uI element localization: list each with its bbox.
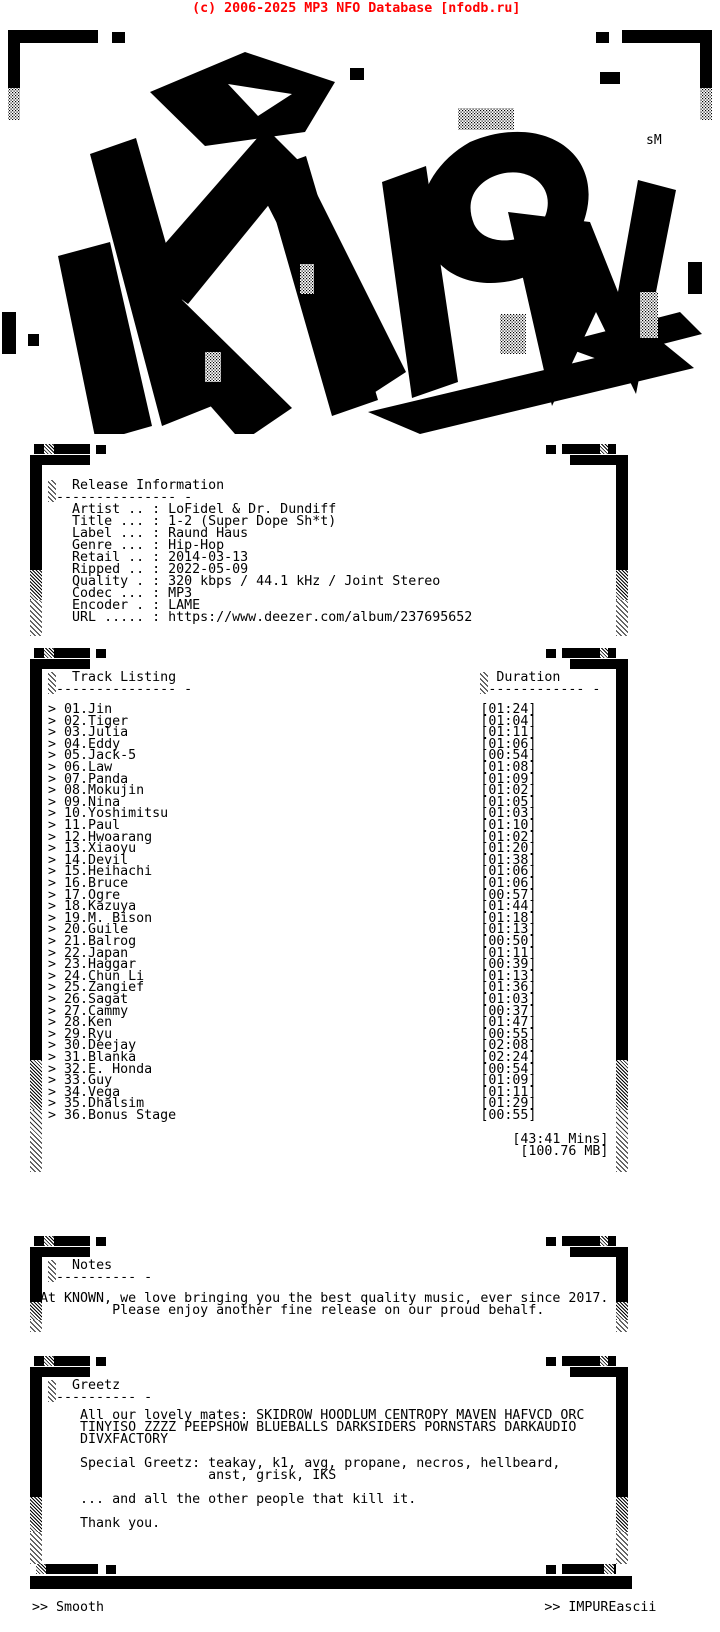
track-row-duration: [02:24] xyxy=(480,1050,537,1065)
track-row-duration: [01:13] xyxy=(480,922,537,937)
release-box-top-deco xyxy=(570,455,628,465)
release-box-border-left xyxy=(30,465,42,570)
track-row-name: > 05.Jack-5 xyxy=(48,748,137,763)
greetz-box-border-right-fade xyxy=(616,1497,628,1532)
greetz-box-border-left-fade xyxy=(30,1497,42,1532)
release-field-label: Label ... : xyxy=(72,526,161,541)
tracks-box-top-deco-dither xyxy=(44,648,54,658)
release-field-value: Hip-Hop xyxy=(168,538,225,553)
greetz-section-underline: ---------- - xyxy=(56,1390,153,1405)
tracks-box-border-left xyxy=(30,669,42,1060)
track-row-name: > 22.Japan xyxy=(48,946,129,961)
logo-art xyxy=(0,14,720,434)
greetz-section-title: Greetz xyxy=(72,1378,121,1393)
notes-box-border-right-fade xyxy=(616,1320,628,1332)
track-row-duration: [00:57] xyxy=(480,888,537,903)
release-box-top-deco xyxy=(34,444,90,454)
greetz-box-bottom-deco-dither xyxy=(604,1564,614,1574)
release-field-label: Quality . : xyxy=(72,574,161,589)
release-field-value: MP3 xyxy=(168,586,193,601)
release-field-label: Genre ... : xyxy=(72,538,161,553)
notes-box-top-deco xyxy=(570,1247,628,1257)
track-row-duration: [00:54] xyxy=(480,1062,537,1077)
logo-signature: sM xyxy=(646,133,662,148)
release-field-value: LoFidel & Dr. Dundiff xyxy=(168,502,337,517)
release-box-border-right xyxy=(616,465,628,570)
track-row-name: > 01.Jin xyxy=(48,702,113,717)
release-box-border-left-fade xyxy=(30,600,42,636)
track-row-name: > 12.Hwoarang xyxy=(48,830,153,845)
track-row-name: > 23.Haggar xyxy=(48,957,137,972)
tracks-section-underline: --------------- - xyxy=(56,682,193,697)
tracks-box-border-right-fade xyxy=(616,1060,628,1110)
release-field-label: Artist .. : xyxy=(72,502,161,517)
track-row-name: > 19.M. Bison xyxy=(48,911,153,926)
track-row-name: > 10.Yoshimitsu xyxy=(48,806,169,821)
greetz-mates-line3: DIVXFACTORY xyxy=(80,1432,169,1447)
greetz-thanks-line: Thank you. xyxy=(80,1516,161,1531)
track-row-duration: [01:08] xyxy=(480,760,537,775)
track-row-name: > 13.Xiaoyu xyxy=(48,841,137,856)
track-row-duration: [01:24] xyxy=(480,702,537,717)
track-row-duration: [00:54] xyxy=(480,748,537,763)
greetz-special-line1: Special Greetz: teakay, k1, avg, propane, necros, hellbeard, xyxy=(80,1456,561,1471)
greetz-box-top-deco xyxy=(96,1357,106,1366)
nfo-bottom-bar xyxy=(30,1576,632,1589)
release-box-border-right-fade xyxy=(616,570,628,600)
notes-box-top-deco xyxy=(34,1236,90,1246)
greetz-box-top-deco xyxy=(570,1367,628,1377)
track-row-name: > 07.Panda xyxy=(48,772,129,787)
track-row-duration: [01:06] xyxy=(480,864,537,879)
track-row-name: > 33.Guy xyxy=(48,1073,113,1088)
duration-title-shade xyxy=(480,672,488,694)
track-row-duration: [01:11] xyxy=(480,946,537,961)
track-row-duration: [00:37] xyxy=(480,1004,537,1019)
track-row-duration: [01:09] xyxy=(480,772,537,787)
tracks-box-border-left-fade xyxy=(30,1060,42,1110)
release-field-value: 2022-05-09 xyxy=(168,562,249,577)
track-row-name: > 14.Devil xyxy=(48,853,129,868)
notes-box-top-deco xyxy=(96,1237,106,1246)
copyright-banner: (c) 2006-2025 MP3 NFO Database [nfodb.ru] xyxy=(192,1,521,16)
track-row-duration: [01:09] xyxy=(480,1073,537,1088)
greetz-closing-line: ... and all the other people that kill it. xyxy=(80,1492,417,1507)
track-row-duration: [01:03] xyxy=(480,806,537,821)
track-row-name: > 08.Mokujin xyxy=(48,783,145,798)
track-row-name: > 31.Blanka xyxy=(48,1050,137,1065)
track-row-duration: [01:44] xyxy=(480,899,537,914)
track-row-name: > 17.Ogre xyxy=(48,888,121,903)
tracks-total-time: [43:41 Mins] xyxy=(512,1132,609,1147)
track-row-name: > 35.Dhalsim xyxy=(48,1096,145,1111)
greetz-box-bottom-deco xyxy=(46,1564,98,1574)
track-row-name: > 02.Tiger xyxy=(48,714,129,729)
release-field-value: LAME xyxy=(168,598,201,613)
release-box-top-deco-dither xyxy=(600,444,608,454)
notes-box-border-right xyxy=(616,1257,628,1302)
greetz-box-top-deco xyxy=(34,1356,90,1366)
track-row-name: > 04.Eddy xyxy=(48,737,121,752)
release-box-top-deco xyxy=(30,455,90,465)
track-row-name: > 20.Guile xyxy=(48,922,129,937)
track-row-duration: [01:11] xyxy=(480,1085,537,1100)
track-row-duration: [01:04] xyxy=(480,714,537,729)
greetz-box-top-deco xyxy=(30,1367,90,1377)
release-field-value: 1-2 (Super Dope Sh*t) xyxy=(168,514,337,529)
greetz-mates-line2: TINYISO ZZZZ PEEPSHOW BLUEBALLS DARKSIDERS PORNSTARS DARKAUDIO xyxy=(80,1420,577,1435)
tracks-box-top-deco xyxy=(30,659,90,669)
greetz-box-border-left-fade xyxy=(30,1532,42,1564)
tracks-box-top-deco-dither xyxy=(600,648,608,658)
notes-text-line1: At KNOWN, we love bringing you the best quality music, ever since 2017. xyxy=(40,1291,609,1306)
tracks-box-top-deco xyxy=(96,649,106,658)
tracks-title-shade xyxy=(48,672,56,694)
track-row-name: > 26.Sagat xyxy=(48,992,129,1007)
tracks-section-title: Track Listing xyxy=(72,670,177,685)
release-section-underline: --------------- - xyxy=(56,490,193,505)
release-box-border-left-fade xyxy=(30,570,42,600)
tracks-box-top-deco xyxy=(34,648,90,658)
release-field-value: Raund Haus xyxy=(168,526,249,541)
release-section-title: Release Information xyxy=(72,478,225,493)
track-row-duration: [01:03] xyxy=(480,992,537,1007)
track-row-name: > 34.Vega xyxy=(48,1085,121,1100)
knwon-graffiti-svg xyxy=(0,14,720,434)
track-row-name: > 16.Bruce xyxy=(48,876,129,891)
notes-box-top-deco xyxy=(30,1247,90,1257)
track-row-duration: [00:39] xyxy=(480,957,537,972)
track-row-name: > 27.Cammy xyxy=(48,1004,129,1019)
track-row-name: > 21.Balrog xyxy=(48,934,137,949)
greetz-box-border-right xyxy=(616,1377,628,1497)
track-row-name: > 15.Heihachi xyxy=(48,864,153,879)
track-row-duration: [01:05] xyxy=(480,795,537,810)
release-field-label: Title ... : xyxy=(72,514,161,529)
track-row-duration: [01:06] xyxy=(480,737,537,752)
track-row-name: > 18.Kazuya xyxy=(48,899,137,914)
track-row-duration: [01:02] xyxy=(480,830,537,845)
release-box-border-right-fade xyxy=(616,600,628,636)
release-box-top-deco xyxy=(96,445,106,454)
track-row-duration: [01:13] xyxy=(480,969,537,984)
tracks-box-top-deco xyxy=(570,659,628,669)
notes-text-line2: Please enjoy another fine release on our proud behalf. xyxy=(112,1303,545,1318)
notes-section-title: Notes xyxy=(72,1258,113,1273)
greetz-title-shade xyxy=(48,1380,56,1402)
release-field-value: 2014-03-13 xyxy=(168,550,249,565)
track-row-name: > 29.Ryu xyxy=(48,1027,113,1042)
track-row-duration: [01:47] xyxy=(480,1015,537,1030)
release-box-top-deco xyxy=(546,445,556,454)
track-row-duration: [01:20] xyxy=(480,841,537,856)
track-row-duration: [02:08] xyxy=(480,1038,537,1053)
track-row-name: > 25.Zangief xyxy=(48,980,145,995)
tracks-box-border-left-fade xyxy=(30,1110,42,1172)
track-row-duration: [01:11] xyxy=(480,725,537,740)
release-title-shade xyxy=(48,480,56,502)
track-row-duration: [01:36] xyxy=(480,980,537,995)
track-row-name: > 24.Chun Li xyxy=(48,969,145,984)
track-row-duration: [01:06] xyxy=(480,876,537,891)
duration-column-title: Duration xyxy=(496,670,561,685)
greetz-special-line2: anst, grisk, IKS xyxy=(208,1468,337,1483)
footer-left-credit: >> Smooth xyxy=(32,1600,105,1615)
notes-box-top-deco-dither xyxy=(600,1236,608,1246)
release-field-label: Retail .. : xyxy=(72,550,161,565)
greetz-box-bottom-deco-dither xyxy=(36,1564,46,1574)
track-row-name: > 06.Law xyxy=(48,760,113,775)
track-row-name: > 09.Nina xyxy=(48,795,121,810)
greetz-box-top-deco xyxy=(546,1357,556,1366)
greetz-mates-line1: All our lovely mates: SKIDROW HOODLUM CENTROPY MAVEN HAFVCD ORC xyxy=(80,1408,585,1423)
release-field-label: Encoder . : xyxy=(72,598,161,613)
track-row-name: > 11.Paul xyxy=(48,818,121,833)
tracks-box-border-right-fade xyxy=(616,1110,628,1172)
track-row-duration: [01:38] xyxy=(480,853,537,868)
release-field-label: Codec ... : xyxy=(72,586,161,601)
duration-column-underline: ------------ - xyxy=(488,682,601,697)
greetz-box-bottom-deco xyxy=(106,1565,116,1574)
notes-box-border-right-fade xyxy=(616,1302,628,1320)
tracks-total-size: [100.76 MB] xyxy=(520,1144,609,1159)
track-row-duration: [00:55] xyxy=(480,1108,537,1123)
track-row-name: > 03.Julia xyxy=(48,725,129,740)
track-row-name: > 32.E. Honda xyxy=(48,1062,153,1077)
track-row-duration: [01:10] xyxy=(480,818,537,833)
tracks-box-border-right xyxy=(616,669,628,1060)
track-row-duration: [00:50] xyxy=(480,934,537,949)
track-row-name: > 30.Deejay xyxy=(48,1038,137,1053)
greetz-box-bottom-deco xyxy=(546,1565,556,1574)
track-row-name: > 36.Bonus Stage xyxy=(48,1108,177,1123)
notes-section-underline: ---------- - xyxy=(56,1270,153,1285)
track-row-duration: [01:02] xyxy=(480,783,537,798)
notes-box-top-deco-dither xyxy=(44,1236,54,1246)
release-field-value[interactable]: https://www.deezer.com/album/237695652 xyxy=(168,610,473,625)
greetz-box-top-deco-dither xyxy=(44,1356,54,1366)
track-row-duration: [01:29] xyxy=(480,1096,537,1111)
greetz-box-border-right-fade xyxy=(616,1532,628,1564)
release-field-label: URL ..... : xyxy=(72,610,161,625)
track-row-duration: [00:55] xyxy=(480,1027,537,1042)
track-row-duration: [01:18] xyxy=(480,911,537,926)
release-field-label: Ripped .. : xyxy=(72,562,161,577)
notes-title-shade xyxy=(48,1260,56,1282)
tracks-box-top-deco xyxy=(546,649,556,658)
release-box-top-deco-dither xyxy=(44,444,54,454)
notes-box-top-deco xyxy=(546,1237,556,1246)
greetz-box-top-deco-dither xyxy=(600,1356,608,1366)
notes-box-border-left-fade xyxy=(30,1320,42,1332)
release-field-value: 320 kbps / 44.1 kHz / Joint Stereo xyxy=(168,574,441,589)
greetz-box-border-left xyxy=(30,1377,42,1497)
track-row-name: > 28.Ken xyxy=(48,1015,113,1030)
footer-right-credit: >> IMPUREascii xyxy=(544,1600,657,1615)
